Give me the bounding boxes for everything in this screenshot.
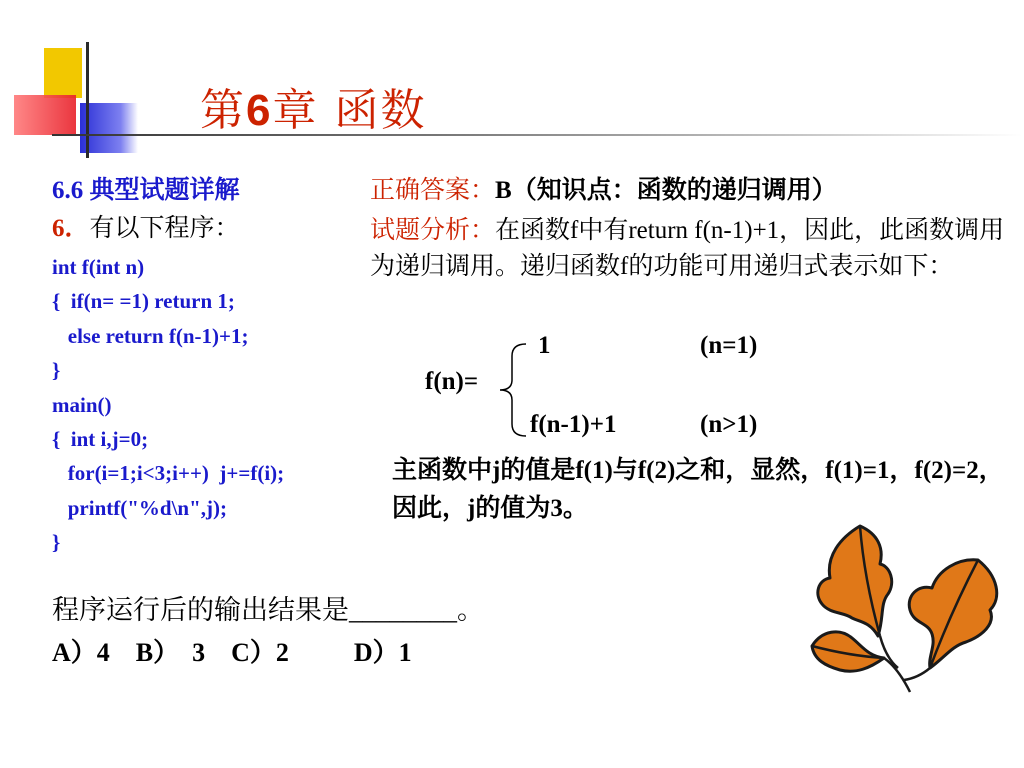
code-line: { if(n= =1) return 1; xyxy=(52,289,235,314)
analysis-text: 在函数f中有return f(n-1)+1，因此，此函数调用为递归调用。递归函数f的功能可用递归式表示如下： xyxy=(370,217,1005,280)
analysis-paragraph xyxy=(370,213,1010,285)
question-intro: 有以下程序： xyxy=(89,215,240,242)
question-prompt: 程序运行后的输出结果是________。 xyxy=(52,595,484,625)
answer-options: A）4 B） 3 C）2 D）1 xyxy=(52,638,412,667)
decor-red-square xyxy=(14,95,76,135)
slide-title: 第6章 函数 xyxy=(200,85,427,136)
question-heading xyxy=(52,208,240,244)
recurrence-case2-condition: (n>1) xyxy=(700,411,758,438)
code-line: main() xyxy=(52,392,112,417)
question-number: 6． xyxy=(52,215,90,242)
code-line: for(i=1;i<3;i++) j+=f(i); xyxy=(52,461,285,486)
decor-yellow-square xyxy=(44,48,82,98)
code-line: printf("%d\n",j); xyxy=(52,495,227,520)
code-line: } xyxy=(52,358,61,383)
code-line: else return f(n-1)+1; xyxy=(52,323,249,348)
answer-label: 正确答案： xyxy=(370,177,496,204)
conclusion-paragraph: 主函数中j的值是f(1)与f(2)之和，显然，f(1)=1，f(2)=2，因此，j的值为3。 xyxy=(392,457,1004,522)
correct-answer xyxy=(370,170,837,206)
analysis-label: 试题分析： xyxy=(370,217,496,244)
recurrence-case1-value: 1 xyxy=(538,332,551,359)
recurrence-case1-condition: (n=1) xyxy=(700,332,758,359)
answer-text: B（知识点：函数的递归调用） xyxy=(495,177,837,204)
section-heading: 6.6 典型试题详解 xyxy=(52,177,240,204)
recurrence-brace xyxy=(490,342,530,438)
code-line: { int i,j=0; xyxy=(52,427,149,452)
code-block xyxy=(52,250,284,560)
recurrence-lhs: f(n)= xyxy=(425,368,479,395)
code-line: int f(int n) xyxy=(52,255,145,279)
recurrence-case2-value: f(n-1)+1 xyxy=(530,411,617,438)
code-line: } xyxy=(52,530,61,555)
title-underline xyxy=(52,134,1022,136)
decor-vertical-line xyxy=(86,42,89,158)
autumn-leaves-icon xyxy=(800,518,1010,698)
